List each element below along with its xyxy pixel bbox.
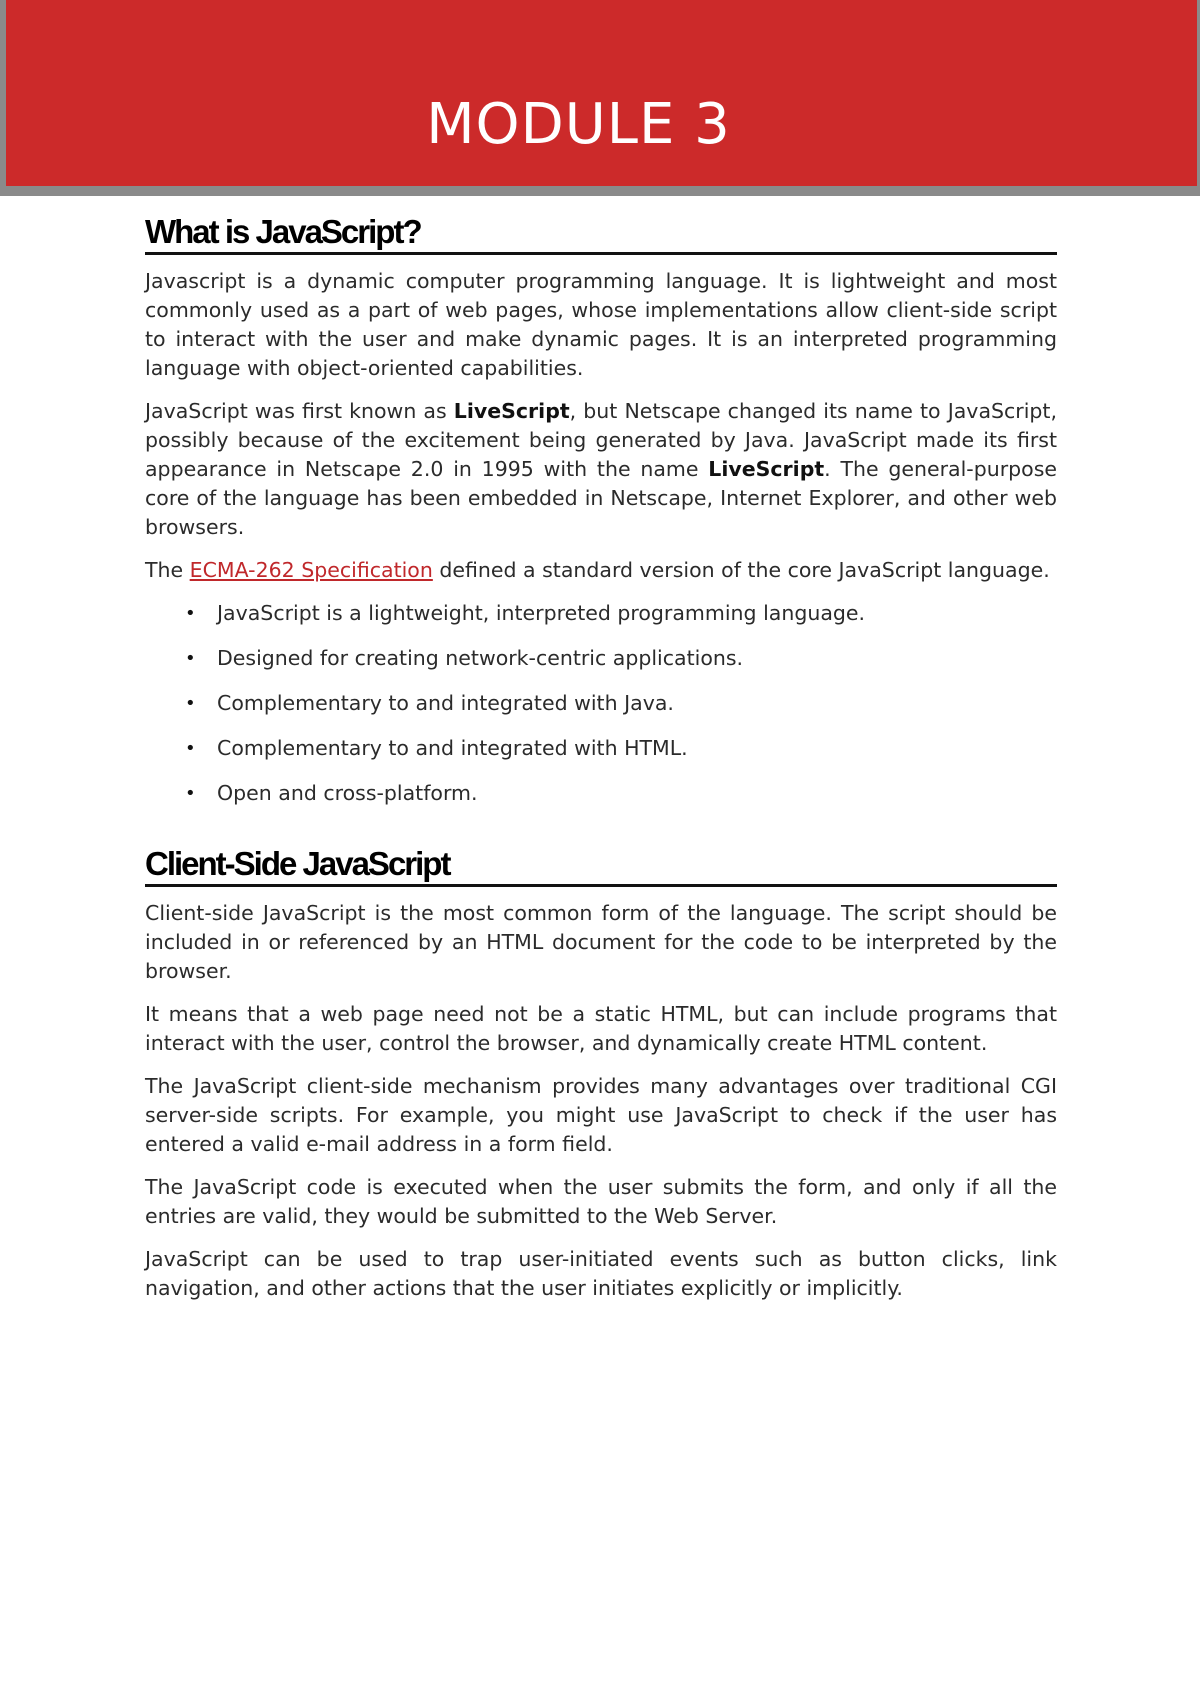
module-title: MODULE 3 (426, 92, 731, 157)
list-item-text: Complementary to and integrated with Java. (217, 691, 674, 715)
list-item (145, 599, 1057, 628)
list-item (145, 644, 1057, 673)
bullet-icon: • (185, 648, 196, 669)
intro-paragraph: Javascript is a dynamic computer programming language. It is lightweight and most commonly used as a part of web pages, whose implementations allow client-side script to interact with the user and make dynamic pages. It is an interpreted programming language with object-oriented capabilities. (145, 269, 1057, 380)
history-text-3: . The general-purpose core of the language has been embedded in Netscape, Internet Explorer, and other web browsers. (145, 457, 1057, 539)
bullet-icon: • (185, 603, 196, 624)
client-side-paragraph-5: JavaScript can be used to trap user-initiated events such as button clicks, link navigation, and other actions that the user initiates explicitly or implicitly. (145, 1247, 1057, 1300)
module-banner-fill (6, 0, 1197, 186)
history-text-2: , but Netscape changed its name to JavaScript, possibly because of the excitement being generated by Java. JavaScript made its first appearance in Netscape 2.0 in 1995 with the name (145, 399, 1057, 481)
ecma-paragraph (145, 556, 1057, 585)
livescript-bold-1: LiveScript (453, 399, 570, 423)
document-body (145, 212, 1057, 1317)
client-side-paragraph-2: It means that a web page need not be a static HTML, but can include programs that interact with the user, control the browser, and dynamically create HTML content. (145, 1002, 1057, 1055)
feature-list (145, 599, 1057, 808)
list-item-text: Open and cross-platform. (217, 781, 478, 805)
list-item (145, 734, 1057, 763)
list-item-text: JavaScript is a lightweight, interpreted programming language. (217, 601, 866, 625)
ecma-prefix: The (145, 558, 190, 582)
list-item-text: Complementary to and integrated with HTML. (217, 736, 688, 760)
module-banner (0, 0, 1200, 196)
ecma-suffix: defined a standard version of the core JavaScript language. (432, 558, 1050, 582)
client-side-paragraph-4: The JavaScript code is executed when the user submits the form, and only if all the entries are valid, they would be submitted to the Web Server. (145, 1175, 1057, 1228)
history-paragraph (145, 397, 1057, 542)
section-heading-what-is-javascript: What is JavaScript? (145, 212, 1057, 255)
bullet-icon: • (185, 783, 196, 804)
livescript-bold-2: LiveScript (708, 457, 825, 481)
client-side-paragraph-1: Client-side JavaScript is the most common form of the language. The script should be included in or referenced by an HTML document for the code to be interpreted by the browser. (145, 901, 1057, 983)
section-heading-client-side: Client-Side JavaScript (145, 844, 1057, 887)
ecma-specification-link[interactable]: ECMA-262 Specification (189, 558, 433, 582)
list-item (145, 779, 1057, 808)
list-item-text: Designed for creating network-centric applications. (217, 646, 744, 670)
bullet-icon: • (185, 738, 196, 759)
history-text-1: JavaScript was first known as (145, 399, 454, 423)
client-side-paragraph-3: The JavaScript client-side mechanism provides many advantages over traditional CGI server-side scripts. For example, you might use JavaScript to check if the user has entered a valid e-mail address in a form field. (145, 1074, 1057, 1156)
bullet-icon: • (185, 693, 196, 714)
list-item (145, 689, 1057, 718)
